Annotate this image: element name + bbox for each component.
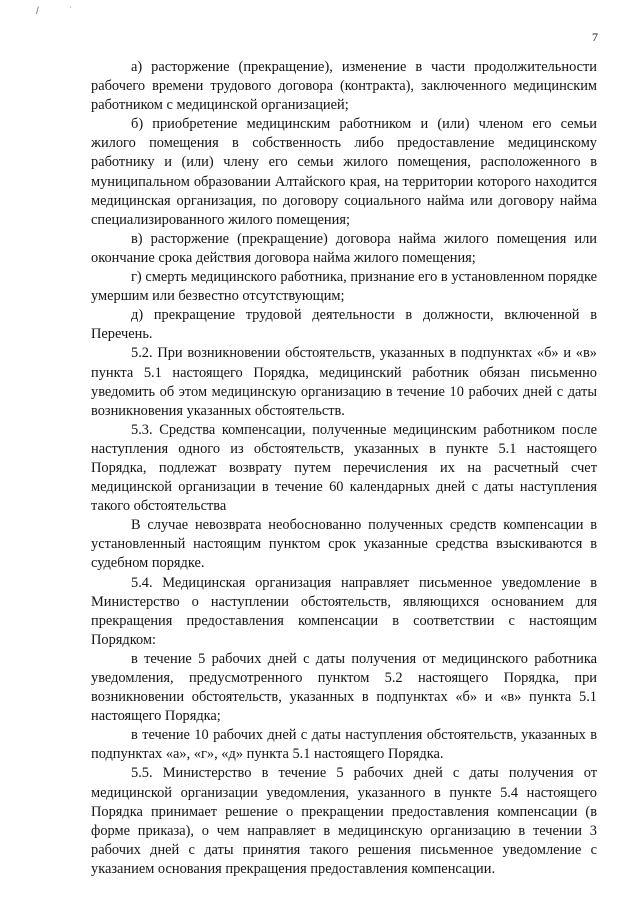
clause-5-3: 5.3. Средства компенсации, полученные медицинским работником после наступления одного из обстоятельств, указанных в пункте 5.1 настоящего Порядка, подлежат возврату путем перечисления их на расчетный счет медицинской организации в течение 60 календарных дней с даты наступления такого обстоятельства [91,421,597,515]
clause-5-4-item-1: в течение 5 рабочих дней с даты получения от медицинского работника уведомления, предусмотренного пунктом 5.2 настоящего Порядка, при возникновении обстоятельств, указанных в подпунктах «б» и «в» пункта 5.1 настоящего Порядка; [91,650,597,725]
clause-5-3-continuation: В случае невозврата необоснованно полученных средств компенсации в установленный настоящим пунктом срок указанные средства взыскиваются в судебном порядке. [91,517,597,572]
scan-marks: / ˙ [36,6,87,17]
subitem-v: в) расторжение (прекращение) договора найма жилого помещения или окончание срока действия договора найма жилого помещения; [91,230,597,266]
clause-5-4-item-2: в течение 10 рабочих дней с даты наступления обстоятельств, указанных в подпунктах «а», «г», «д» пункта 5.1 настоящего Порядка. [91,727,597,763]
clause-5-2: 5.2. При возникновении обстоятельств, указанных в подпунктах «б» и «в» пункта 5.1 настоящего Порядка, медицинский работник обязан письменно уведомить об этом медицинскую организацию в течение 10 рабочих дней с даты возникновения указанных обстоятельств. [91,345,597,419]
subitem-g: г) смерть медицинского работника, признание его в установленном порядке умершим или безвестно отсутствующим; [91,269,597,305]
subitem-d: д) прекращение трудовой деятельности в должности, включенной в Перечень. [91,307,597,343]
clause-5-4: 5.4. Медицинская организация направляет письменное уведомление в Министерство о наступлении обстоятельств, являющихся основанием для прекращения предоставления компенсации в соответствии с настоящим Порядком: [91,574,597,648]
page-number: 7 [592,30,598,44]
clause-5-5: 5.5. Министерство в течение 5 рабочих дней с даты получения от медицинской организации уведомления, указанного в пункте 5.4 настоящего Порядка принимает решение о прекращении предоставления компенсации (в форме приказа), о чем направляет в медицинскую организацию в течении 3 рабочих дней с даты принятия такого решения письменное уведомление с указанием основания прекращения предоставления компенсации. [91,765,597,877]
subitem-a: а) расторжение (прекращение), изменение в части продолжительности рабочего времени трудового договора (контракта), заключенного медицинским работником с медицинской организацией; [91,59,597,114]
subitem-b: б) приобретение медицинским работником и (или) членом его семьи жилого помещения в собственность либо предоставление медицинскому работнику и (или) члену его семьи жилого помещения, расположенного в муниципальном образовании Алтайского края, на территории которого находится медицинская организация, по договору социального найма или договору найма специализированного жилого помещения; [91,116,597,228]
document-body [91,58,597,879]
